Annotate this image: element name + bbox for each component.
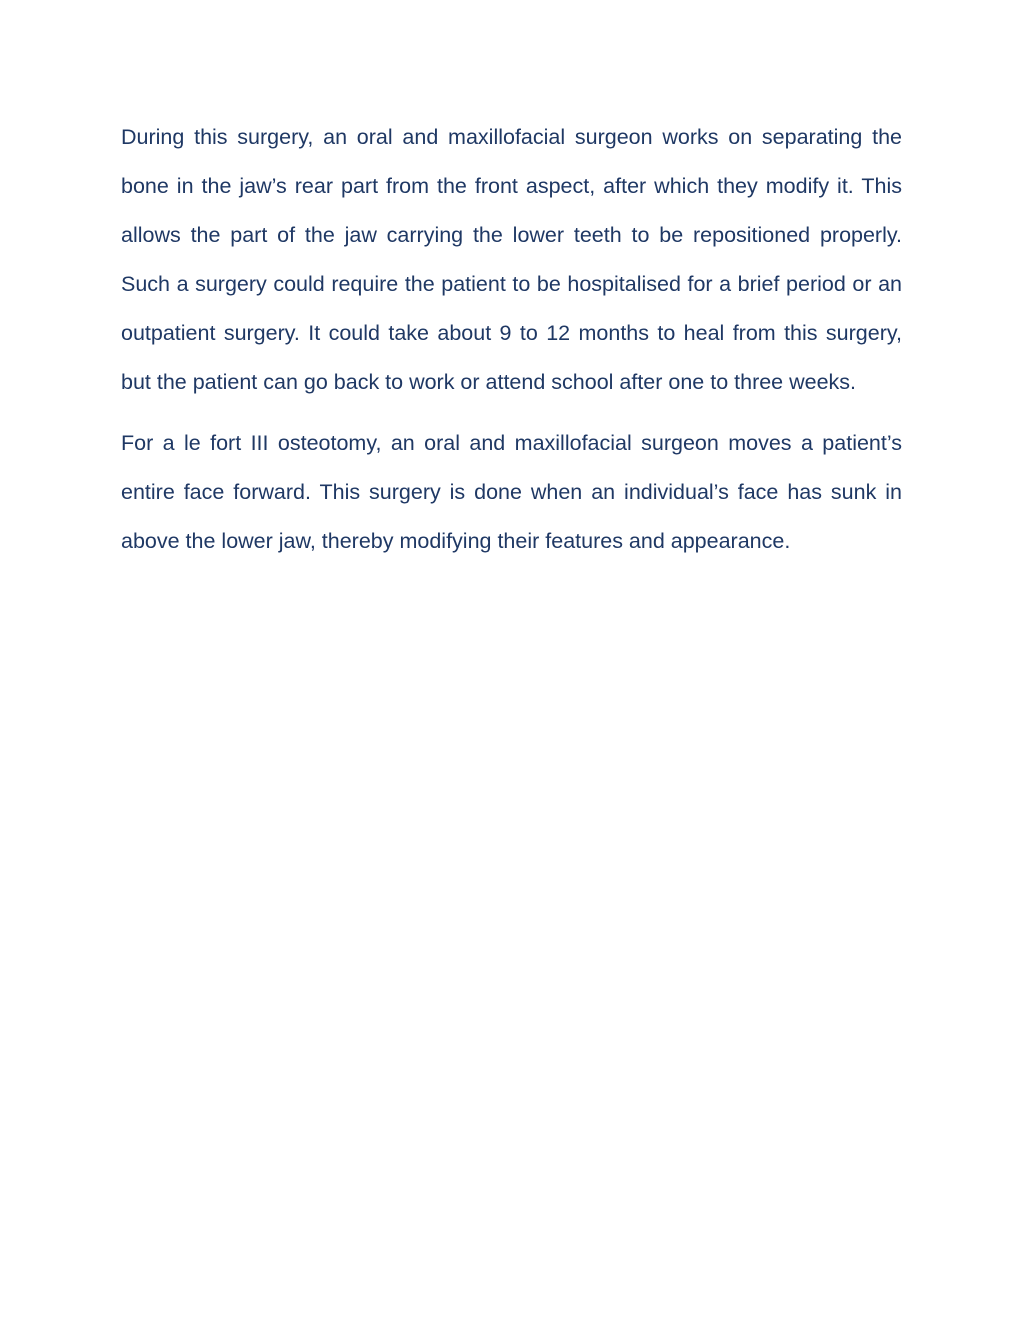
paragraph-jaw-surgery: During this surgery, an oral and maxillofacial surgeon works on separating the bone in the jaw’s rear part from the front aspect, after which they modify it. This allows the part of the jaw carrying the lower teeth to be repositioned properly. Such a surgery could require the patient to be hospitalised for a brief period or an outpatient surgery. It could take about 9 to 12 months to heal from this surgery, but the patient can go back to work or attend school after one to three weeks. bbox=[121, 125, 902, 394]
paragraph-le-fort-iii-osteotomy: For a le fort III osteotomy, an oral and maxillofacial surgeon moves a patient’s entire face forward. This surgery is done when an individual’s face has sunk in above the lower jaw, thereby modifying their features and appearance. bbox=[121, 431, 902, 553]
document-body bbox=[121, 113, 902, 566]
